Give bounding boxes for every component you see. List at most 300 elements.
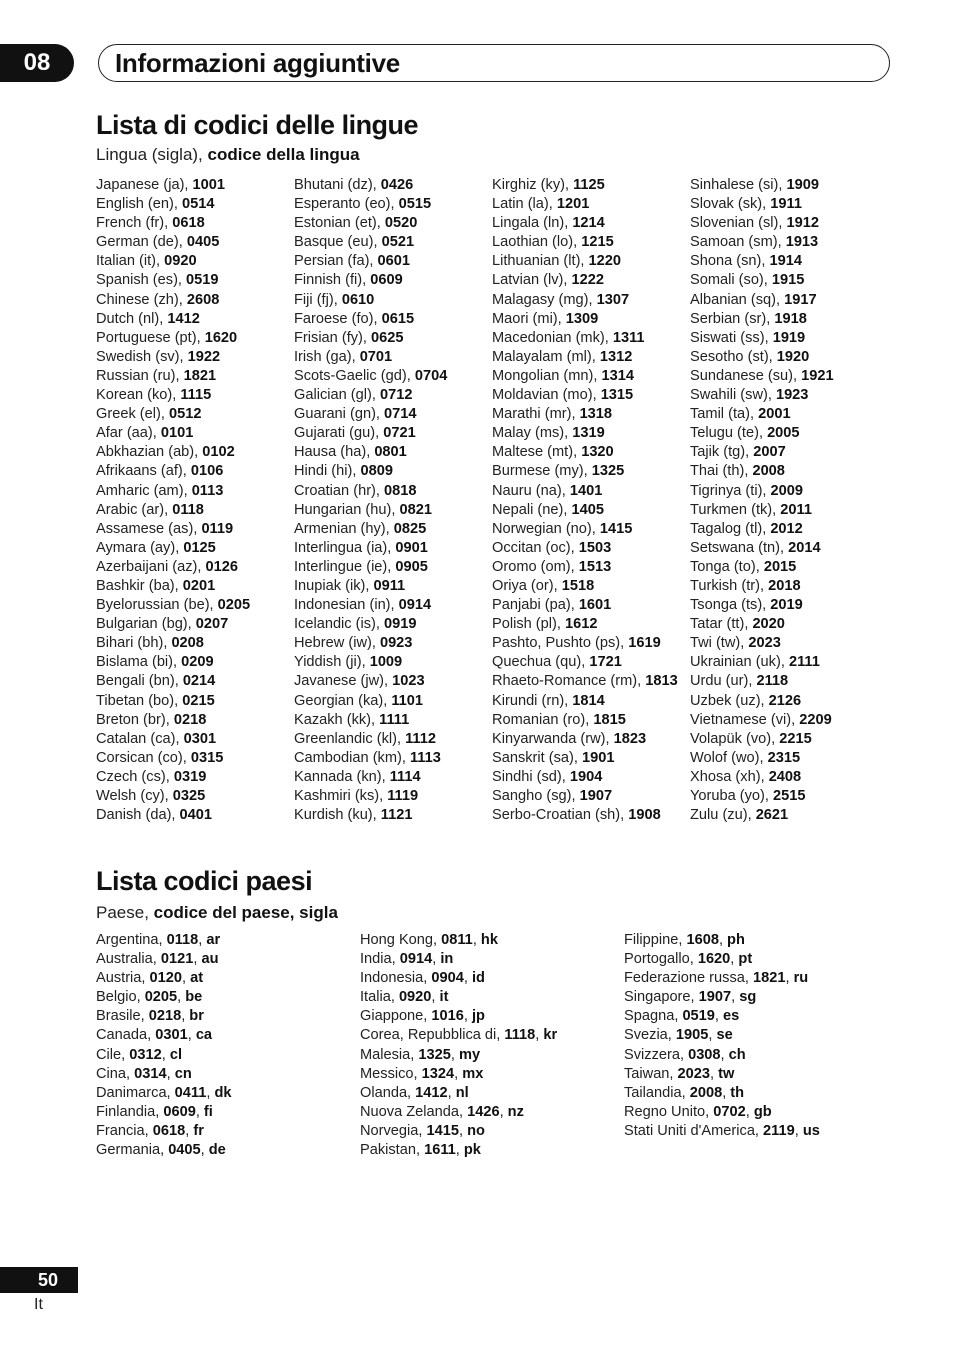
language-name: Sesotho (st),: [690, 348, 777, 365]
language-code-value: 0615: [381, 310, 415, 327]
country-list-item: [96, 1103, 231, 1122]
language-code-value: 0911: [373, 577, 406, 594]
language-name: Sundanese (su),: [690, 367, 802, 384]
language-code-value: 2315: [767, 749, 801, 766]
separator: ,: [714, 1008, 724, 1025]
language-list-item: [294, 271, 447, 290]
language-list-item: [492, 310, 678, 329]
language-name: Azerbaijani (az),: [96, 558, 206, 575]
language-code-value: 1919: [772, 329, 806, 346]
language-list-item: [96, 692, 250, 711]
country-code-value: 0618: [152, 1122, 186, 1139]
language-list-item: [492, 520, 678, 539]
country-abbreviation: ph: [727, 932, 745, 948]
separator: ,: [432, 951, 441, 968]
separator: ,: [731, 989, 740, 1006]
language-list-item: [294, 806, 447, 825]
language-list-item: [294, 634, 447, 653]
language-code-value: 0101: [160, 425, 194, 442]
language-list-item: [690, 749, 834, 768]
language-code-value: 2515: [773, 788, 806, 804]
language-code-value: 0721: [383, 425, 416, 442]
country-code-value: 0205: [144, 989, 178, 1006]
language-code-value: 2007: [753, 444, 786, 461]
language-code-value: 1918: [774, 310, 807, 327]
country-code-value: 1905: [675, 1027, 709, 1044]
country-abbreviation: my: [458, 1046, 481, 1063]
country-name: Filippine,: [624, 932, 687, 948]
chapter-number-badge: 08: [0, 44, 74, 82]
language-code-value: 0426: [380, 177, 414, 193]
languages-section-title: Lista di codici delle lingue: [96, 110, 419, 140]
separator: ,: [447, 1084, 456, 1101]
language-name: Malagasy (mg),: [492, 291, 597, 308]
country-abbreviation: ar: [206, 932, 221, 948]
language-name: Panjabi (pa),: [492, 597, 579, 614]
language-list-item: [96, 711, 250, 730]
country-abbreviation: br: [189, 1008, 204, 1025]
country-abbreviation: us: [802, 1122, 820, 1139]
language-list-column-3: [492, 176, 678, 825]
language-list-item: [96, 462, 250, 481]
separator: ,: [198, 932, 207, 948]
language-list-item: [294, 424, 447, 443]
language-code-value: 2008: [752, 463, 785, 480]
country-name: Pakistan,: [360, 1142, 425, 1159]
language-name: Nepali (ne),: [492, 501, 572, 518]
country-abbreviation: nl: [455, 1084, 469, 1101]
country-code-value: 1118: [504, 1027, 536, 1044]
country-code-value: 0312: [129, 1046, 162, 1063]
country-name: Francia,: [96, 1122, 153, 1139]
language-list-item: [294, 711, 447, 730]
country-name: Danimarca,: [96, 1084, 175, 1101]
language-code-value: 0514: [181, 196, 215, 213]
language-code-value: 0208: [171, 635, 204, 652]
language-name: Portuguese (pt),: [96, 329, 205, 346]
language-name: Urdu (ur),: [690, 673, 757, 690]
language-list-item: [294, 291, 447, 310]
language-name: Spanish (es),: [96, 272, 187, 289]
language-name: Amharic (am),: [96, 482, 192, 499]
language-code-value: 1125: [573, 177, 605, 193]
language-list-item: [294, 653, 447, 672]
language-list-item: [294, 462, 447, 481]
country-list-item: [96, 1046, 231, 1065]
language-name: Irish (ga),: [294, 348, 360, 365]
language-name: Basque (eu),: [294, 234, 382, 251]
language-code-value: 1312: [599, 348, 633, 365]
language-name: Serbo-Croatian (sh),: [492, 807, 629, 824]
language-list-item: [492, 195, 678, 214]
language-list-item: [96, 730, 250, 749]
country-code-value: 1415: [426, 1122, 459, 1139]
language-code-value: 0301: [183, 730, 217, 747]
language-code-value: 1415: [599, 520, 633, 537]
country-code-value: 0301: [155, 1027, 188, 1044]
language-list-item: [690, 329, 834, 348]
country-code-value: 0118: [166, 932, 199, 948]
language-list-item: [294, 348, 447, 367]
country-abbreviation: kr: [543, 1027, 558, 1044]
separator: ,: [718, 932, 728, 948]
separator: ,: [166, 1065, 175, 1082]
language-name: Rhaeto-Romance (rm),: [492, 673, 646, 690]
language-code-value: 0901: [395, 539, 428, 556]
language-list-item: [492, 501, 678, 520]
language-code-value: 2014: [788, 539, 821, 556]
language-code-value: 1721: [589, 654, 622, 671]
language-list-item: [492, 291, 678, 310]
country-abbreviation: ch: [728, 1046, 746, 1063]
language-list-item: [690, 672, 834, 691]
country-abbreviation: it: [439, 989, 449, 1006]
language-list-item: [690, 501, 834, 520]
language-list-item: [690, 539, 834, 558]
language-name: Yiddish (ji),: [294, 654, 370, 671]
country-name: Germania,: [96, 1142, 169, 1159]
language-name: Galician (gl),: [294, 387, 380, 404]
language-code-value: 1405: [571, 501, 604, 518]
country-code-value: 2008: [689, 1084, 723, 1101]
country-name: Stati Uniti d'America,: [624, 1122, 764, 1139]
language-list-column-4: [690, 176, 834, 825]
language-code-value: 0821: [399, 501, 432, 518]
language-code-value: 1620: [204, 329, 238, 346]
language-list-item: [492, 176, 678, 195]
language-name: Swahili (sw),: [690, 387, 776, 404]
country-code-value: 2023: [677, 1065, 711, 1082]
country-code-value: 0904: [431, 970, 464, 987]
language-name: Italian (it),: [96, 253, 165, 270]
language-name: Breton (br),: [96, 711, 174, 728]
language-list-item: [294, 787, 447, 806]
language-name: Tagalog (tl),: [690, 520, 771, 537]
language-code-value: 0512: [168, 406, 202, 423]
language-name: Bashkir (ba),: [96, 577, 183, 594]
separator: ,: [463, 970, 472, 987]
country-code-value: 0811: [441, 932, 473, 948]
language-code-value: 0919: [384, 616, 417, 633]
country-code-value: 0314: [134, 1065, 167, 1082]
language-list-item: [690, 482, 834, 501]
language-code-value: 1220: [588, 253, 622, 270]
language-code-value: 1503: [578, 539, 612, 556]
country-name: Giappone,: [360, 1008, 432, 1025]
language-name: Romanian (ro),: [492, 711, 594, 728]
language-code-value: 2001: [758, 406, 791, 423]
language-name: Indonesian (in),: [294, 597, 399, 614]
country-list-item: [360, 969, 557, 988]
separator: ,: [535, 1027, 544, 1044]
country-abbreviation: be: [185, 989, 203, 1006]
country-abbreviation: sg: [739, 989, 757, 1006]
language-list-item: [690, 558, 834, 577]
language-name: Siswati (ss),: [690, 329, 773, 346]
languages-subtitle-plain: Lingua (sigla),: [96, 145, 208, 164]
country-list-item: [360, 1103, 557, 1122]
language-code-value: 1908: [628, 807, 661, 824]
language-list-item: [492, 348, 678, 367]
language-code-value: 1001: [192, 177, 226, 193]
language-code-value: 1914: [769, 253, 802, 270]
language-code-value: 0809: [360, 463, 393, 480]
language-list-item: [294, 615, 447, 634]
country-name: Taiwan,: [624, 1065, 678, 1082]
language-name: Gujarati (gu),: [294, 425, 384, 442]
language-code-value: 2020: [752, 616, 785, 633]
language-list-item: [294, 386, 447, 405]
language-code-value: 1913: [785, 234, 819, 251]
languages-subtitle-bold: codice della lingua: [207, 145, 360, 164]
language-code-value: 1320: [581, 444, 614, 461]
language-name: Estonian (et),: [294, 215, 385, 232]
language-name: Chinese (zh),: [96, 291, 187, 308]
languages-subtitle: [96, 145, 360, 165]
language-name: Japanese (ja),: [96, 177, 193, 193]
language-name: Danish (da),: [96, 807, 180, 824]
language-code-value: 1911: [770, 196, 802, 213]
language-code-value: 0218: [173, 711, 207, 728]
countries-subtitle-plain: Paese,: [96, 903, 154, 922]
language-code-value: 1601: [578, 597, 612, 614]
language-code-value: 1112: [405, 730, 436, 747]
language-code-value: 2023: [748, 635, 781, 652]
language-list-item: [492, 443, 678, 462]
language-name: Volapük (vo),: [690, 730, 780, 747]
language-list-item: [96, 520, 250, 539]
country-name: Austria,: [96, 970, 150, 987]
language-list-item: [690, 386, 834, 405]
language-code-value: 1513: [578, 558, 612, 575]
language-name: Maori (mi),: [492, 310, 566, 327]
language-code-value: 1115: [180, 387, 212, 404]
separator: ,: [195, 1103, 204, 1120]
language-code-value: 1319: [572, 425, 605, 442]
chapter-title-frame: [98, 44, 890, 82]
language-list-item: [96, 596, 250, 615]
country-name: Cina,: [96, 1065, 135, 1082]
country-list-item: [624, 931, 820, 950]
country-abbreviation: de: [208, 1142, 226, 1159]
language-list-item: [690, 348, 834, 367]
country-name: Finlandia,: [96, 1103, 164, 1120]
language-name: Kurdish (ku),: [294, 807, 381, 824]
language-name: Tajik (tg),: [690, 444, 754, 461]
language-code-value: 0625: [371, 329, 404, 346]
separator: ,: [200, 1142, 209, 1159]
language-code-value: 1315: [600, 387, 634, 404]
country-abbreviation: id: [471, 970, 485, 987]
language-list-item: [294, 730, 447, 749]
language-list-item: [690, 711, 834, 730]
country-abbreviation: gb: [753, 1103, 772, 1120]
language-code-value: 0520: [384, 215, 418, 232]
language-list-item: [690, 462, 834, 481]
language-list-item: [690, 653, 834, 672]
language-code-value: 0923: [379, 635, 413, 652]
language-code-value: 1119: [387, 788, 419, 804]
language-name: Laothian (lo),: [492, 234, 582, 251]
language-code-value: 0914: [398, 597, 432, 614]
language-code-value: 2018: [768, 577, 801, 594]
language-name: Oriya (or),: [492, 577, 562, 594]
language-name: Hausa (ha),: [294, 444, 375, 461]
language-name: Afar (aa),: [96, 425, 161, 442]
language-name: Dutch (nl),: [96, 310, 168, 327]
country-name: Canada,: [96, 1027, 156, 1044]
language-list-item: [690, 577, 834, 596]
language-code-value: 1923: [775, 387, 809, 404]
country-code-value: 1412: [415, 1084, 448, 1101]
country-list-item: [96, 1084, 231, 1103]
language-code-value: 1111: [379, 711, 410, 728]
country-abbreviation: au: [201, 951, 219, 968]
language-name: Bulgarian (bg),: [96, 616, 196, 633]
separator: ,: [463, 1008, 472, 1025]
separator: ,: [454, 1065, 463, 1082]
language-name: Bihari (bh),: [96, 635, 172, 652]
country-name: Argentina,: [96, 932, 167, 948]
language-name: Shona (sn),: [690, 253, 770, 270]
language-code-value: 1813: [645, 673, 678, 690]
language-code-value: 1307: [596, 291, 630, 308]
language-list-item: [96, 806, 250, 825]
country-code-value: 0405: [168, 1142, 201, 1159]
language-name: Oromo (om),: [492, 558, 579, 575]
language-code-value: 2215: [779, 730, 812, 747]
country-list-item: [360, 1122, 557, 1141]
country-code-value: 1611: [424, 1142, 456, 1159]
language-list-item: [294, 501, 447, 520]
language-code-value: 0618: [172, 215, 205, 232]
language-code-value: 0920: [164, 253, 197, 270]
language-list-item: [492, 596, 678, 615]
separator: ,: [710, 1065, 719, 1082]
language-list-item: [294, 176, 447, 195]
country-code-value: 0609: [163, 1103, 196, 1120]
language-list-item: [492, 672, 678, 691]
country-code-value: 1608: [686, 932, 719, 948]
language-list-column-1: [96, 176, 250, 825]
language-name: Kirundi (rn),: [492, 692, 573, 709]
country-name: Svizzera,: [624, 1046, 689, 1063]
language-code-value: 0125: [183, 539, 216, 556]
separator: ,: [161, 1046, 170, 1063]
language-name: Twi (tw),: [690, 635, 749, 652]
country-name: Corea, Repubblica di,: [360, 1027, 505, 1044]
country-code-value: 0920: [398, 989, 432, 1006]
language-list-item: [96, 233, 250, 252]
language-name: Interlingua (ia),: [294, 539, 396, 556]
language-list-item: [294, 329, 447, 348]
language-code-value: 1325: [591, 463, 625, 480]
language-code-value: 0714: [384, 406, 417, 423]
language-name: Latvian (lv),: [492, 272, 572, 289]
language-code-value: 0704: [414, 367, 448, 384]
language-code-value: 1904: [569, 768, 603, 785]
language-list-item: [294, 310, 447, 329]
separator: ,: [455, 1142, 464, 1159]
language-code-value: 0519: [186, 272, 219, 289]
language-list-item: [294, 482, 447, 501]
language-code-value: 1214: [572, 215, 605, 232]
country-name: Malesia,: [360, 1046, 419, 1063]
language-list-item: [96, 176, 250, 195]
language-list-item: [96, 768, 250, 787]
language-code-value: 1815: [593, 711, 626, 728]
language-name: Somali (so),: [690, 272, 772, 289]
country-code-value: 0218: [148, 1008, 182, 1025]
language-list-item: [492, 730, 678, 749]
language-name: Wolof (wo),: [690, 749, 768, 766]
language-list-item: [690, 367, 834, 386]
separator: ,: [499, 1103, 508, 1120]
language-name: Scots-Gaelic (gd),: [294, 367, 415, 384]
language-code-value: 0818: [384, 482, 417, 499]
language-list-item: [492, 634, 678, 653]
language-name: Sanskrit (sa),: [492, 749, 583, 766]
language-code-value: 0609: [370, 272, 403, 289]
language-list-item: [492, 329, 678, 348]
country-list-item: [360, 1046, 557, 1065]
language-name: Russian (ru),: [96, 367, 184, 384]
language-list-item: [492, 653, 678, 672]
separator: ,: [177, 989, 186, 1006]
separator: ,: [431, 989, 440, 1006]
countries-subtitle-bold: codice del paese, sigla: [153, 903, 338, 922]
separator: ,: [708, 1027, 717, 1044]
language-list-item: [96, 214, 250, 233]
country-abbreviation: nz: [507, 1103, 524, 1120]
language-code-value: 1909: [786, 177, 819, 193]
country-name: Svezia,: [624, 1027, 676, 1044]
language-name: Inupiak (ik),: [294, 577, 374, 594]
language-list-item: [96, 291, 250, 310]
language-name: Frisian (fy),: [294, 329, 372, 346]
language-list-item: [690, 233, 834, 252]
language-list-item: [690, 615, 834, 634]
language-name: Interlingue (ie),: [294, 558, 396, 575]
language-name: Kinyarwanda (rw),: [492, 730, 614, 747]
country-abbreviation: pk: [463, 1142, 481, 1159]
language-name: Corsican (co),: [96, 749, 191, 766]
language-list-item: [492, 768, 678, 787]
country-abbreviation: ru: [793, 970, 809, 987]
country-list-item: [96, 1122, 231, 1141]
language-code-value: 1201: [556, 196, 590, 213]
language-list-item: [492, 386, 678, 405]
language-list-item: [492, 577, 678, 596]
language-name: Sangho (sg),: [492, 788, 580, 804]
country-list-item: [624, 1084, 820, 1103]
language-name: Tamil (ta),: [690, 406, 759, 423]
language-list-item: [96, 271, 250, 290]
language-list-item: [294, 558, 447, 577]
language-list-item: [492, 692, 678, 711]
language-list-item: [96, 348, 250, 367]
country-code-value: 0519: [682, 1008, 715, 1025]
language-code-value: 2019: [770, 597, 803, 614]
country-list-item: [360, 931, 557, 950]
language-code-value: 0215: [182, 692, 215, 709]
language-name: French (fr),: [96, 215, 173, 232]
language-name: Samoan (sm),: [690, 234, 786, 251]
language-name: Sindhi (sd),: [492, 768, 570, 785]
language-code-value: 0521: [381, 234, 415, 251]
language-list-item: [492, 462, 678, 481]
language-code-value: 1023: [392, 673, 425, 690]
